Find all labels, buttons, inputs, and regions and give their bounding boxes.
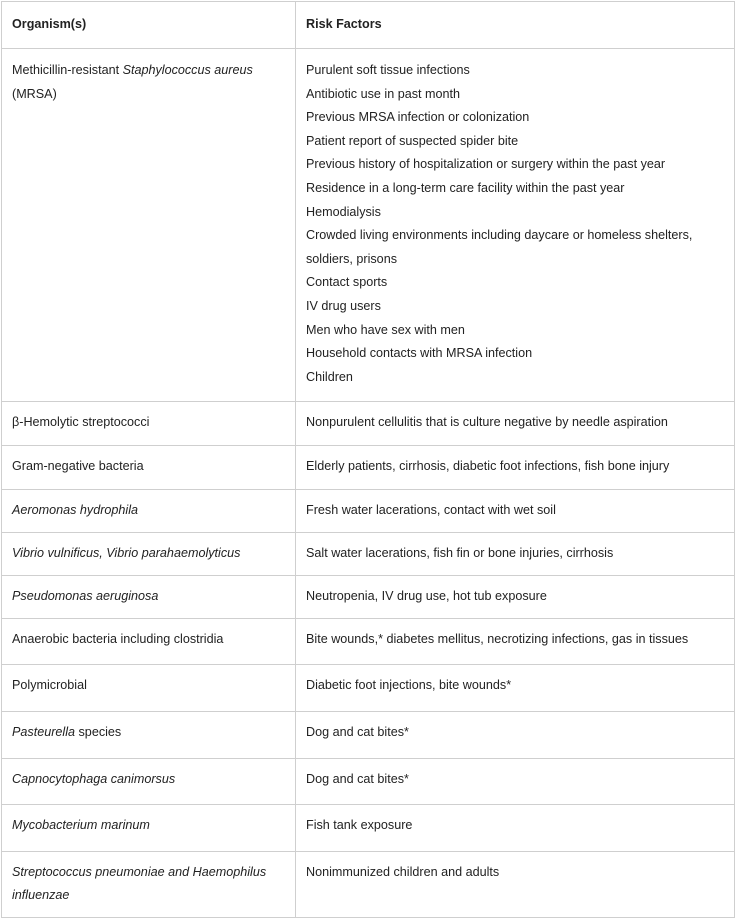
risk-factor-item: Diabetic foot injections, bite wounds* xyxy=(306,677,512,692)
organism-cell xyxy=(2,758,296,804)
risk-factor-item: Purulent soft tissue infections xyxy=(306,63,470,77)
table-row xyxy=(2,758,735,804)
organism-text-italic: Vibrio vulnificus, Vibrio parahaemolyticus xyxy=(12,545,241,560)
organism-text-plain: Polymicrobial xyxy=(12,677,87,692)
risk-factor-table-container xyxy=(1,1,734,918)
risk-factors-cell xyxy=(296,758,735,804)
organism-text-plain: Methicillin-resistant xyxy=(12,63,123,77)
organism-cell xyxy=(2,532,296,575)
organism-text-plain: species xyxy=(75,724,122,739)
organism-cell xyxy=(2,490,296,533)
risk-factors-cell xyxy=(296,446,735,490)
risk-factor-item: Neutropenia, IV drug use, hot tub exposure xyxy=(306,588,547,603)
risk-factor-item: Previous MRSA infection or colonization xyxy=(306,110,530,125)
table-row xyxy=(2,402,735,446)
risk-factors-cell xyxy=(296,804,735,851)
risk-factor-item: Contact sports xyxy=(306,275,388,290)
organism-cell xyxy=(2,711,296,758)
table-header xyxy=(2,2,735,49)
organism-text-italic: Mycobacterium marinum xyxy=(12,817,150,832)
organism-risk-factor-table xyxy=(1,1,735,918)
risk-factor-item: Previous history of hospitalization or surgery within the past year xyxy=(306,157,666,172)
table-row xyxy=(2,49,735,402)
organism-text-italic: Pasteurella xyxy=(12,724,76,739)
risk-factor-item: Hemodialysis xyxy=(306,204,381,219)
table-row xyxy=(2,575,735,618)
risk-factor-item: Fresh water lacerations, contact with wet soil xyxy=(306,503,556,517)
risk-factor-item: Nonimmunized children and adults xyxy=(306,864,500,879)
risk-factor-item: Crowded living environments including daycare or homeless shelters, soldiers, prisons xyxy=(306,228,693,266)
risk-factor-item: Bite wounds,* diabetes mellitus, necrotizing infections, gas in tissues xyxy=(306,631,689,646)
table-row xyxy=(2,664,735,711)
header-row xyxy=(2,2,735,49)
risk-factor-item: Dog and cat bites* xyxy=(306,724,409,739)
organism-text-plain: β-Hemolytic streptococci xyxy=(12,415,150,429)
organism-text-italic: Streptococcus pneumoniae and Haemophilus influenzae xyxy=(12,864,267,903)
risk-factors-cell xyxy=(296,532,735,575)
organism-cell xyxy=(2,575,296,618)
risk-factor-item: Fish tank exposure xyxy=(306,817,413,832)
risk-factor-item: Dog and cat bites* xyxy=(306,771,409,786)
risk-factor-item: IV drug users xyxy=(306,298,381,313)
table-row xyxy=(2,532,735,575)
organism-text-italic: Staphylococcus aureus xyxy=(122,63,253,77)
header-organisms: Organism(s) xyxy=(2,2,296,49)
table-body xyxy=(2,49,735,918)
table-row xyxy=(2,446,735,490)
organism-cell xyxy=(2,402,296,446)
organism-text-italic: Capnocytophaga canimorsus xyxy=(12,771,176,786)
organism-text-plain: Gram-negative bacteria xyxy=(12,459,144,473)
organism-text-plain: (MRSA) xyxy=(12,86,57,101)
table-row xyxy=(2,851,735,917)
risk-factor-item: Children xyxy=(306,369,353,384)
risk-factor-item: Patient report of suspected spider bite xyxy=(306,133,519,148)
risk-factors-cell xyxy=(296,490,735,533)
risk-factor-item: Antibiotic use in past month xyxy=(306,86,461,101)
risk-factors-cell xyxy=(296,618,735,664)
organism-cell xyxy=(2,49,296,402)
risk-factors-cell xyxy=(296,851,735,917)
organism-text-italic: Aeromonas hydrophila xyxy=(12,503,139,517)
risk-factors-cell xyxy=(296,664,735,711)
risk-factor-item: Household contacts with MRSA infection xyxy=(306,346,533,361)
organism-cell xyxy=(2,804,296,851)
risk-factor-item: Nonpurulent cellulitis that is culture negative by needle aspiration xyxy=(306,415,668,429)
table-row xyxy=(2,711,735,758)
organism-text-plain: Anaerobic bacteria including clostridia xyxy=(12,631,224,646)
risk-factors-cell xyxy=(296,575,735,618)
table-row xyxy=(2,618,735,664)
risk-factor-item: Residence in a long-term care facility within the past year xyxy=(306,180,625,195)
organism-cell xyxy=(2,446,296,490)
table-row xyxy=(2,804,735,851)
organism-cell xyxy=(2,851,296,917)
risk-factor-item: Salt water lacerations, fish fin or bone injuries, cirrhosis xyxy=(306,545,614,560)
risk-factor-item: Elderly patients, cirrhosis, diabetic foot infections, fish bone injury xyxy=(306,459,670,473)
risk-factors-cell xyxy=(296,402,735,446)
organism-cell xyxy=(2,664,296,711)
risk-factors-cell xyxy=(296,49,735,402)
risk-factor-item: Men who have sex with men xyxy=(306,322,465,337)
header-risk-factors: Risk Factors xyxy=(296,2,735,49)
table-row xyxy=(2,490,735,533)
risk-factors-cell xyxy=(296,711,735,758)
organism-text-italic: Pseudomonas aeruginosa xyxy=(12,588,159,603)
organism-cell xyxy=(2,618,296,664)
